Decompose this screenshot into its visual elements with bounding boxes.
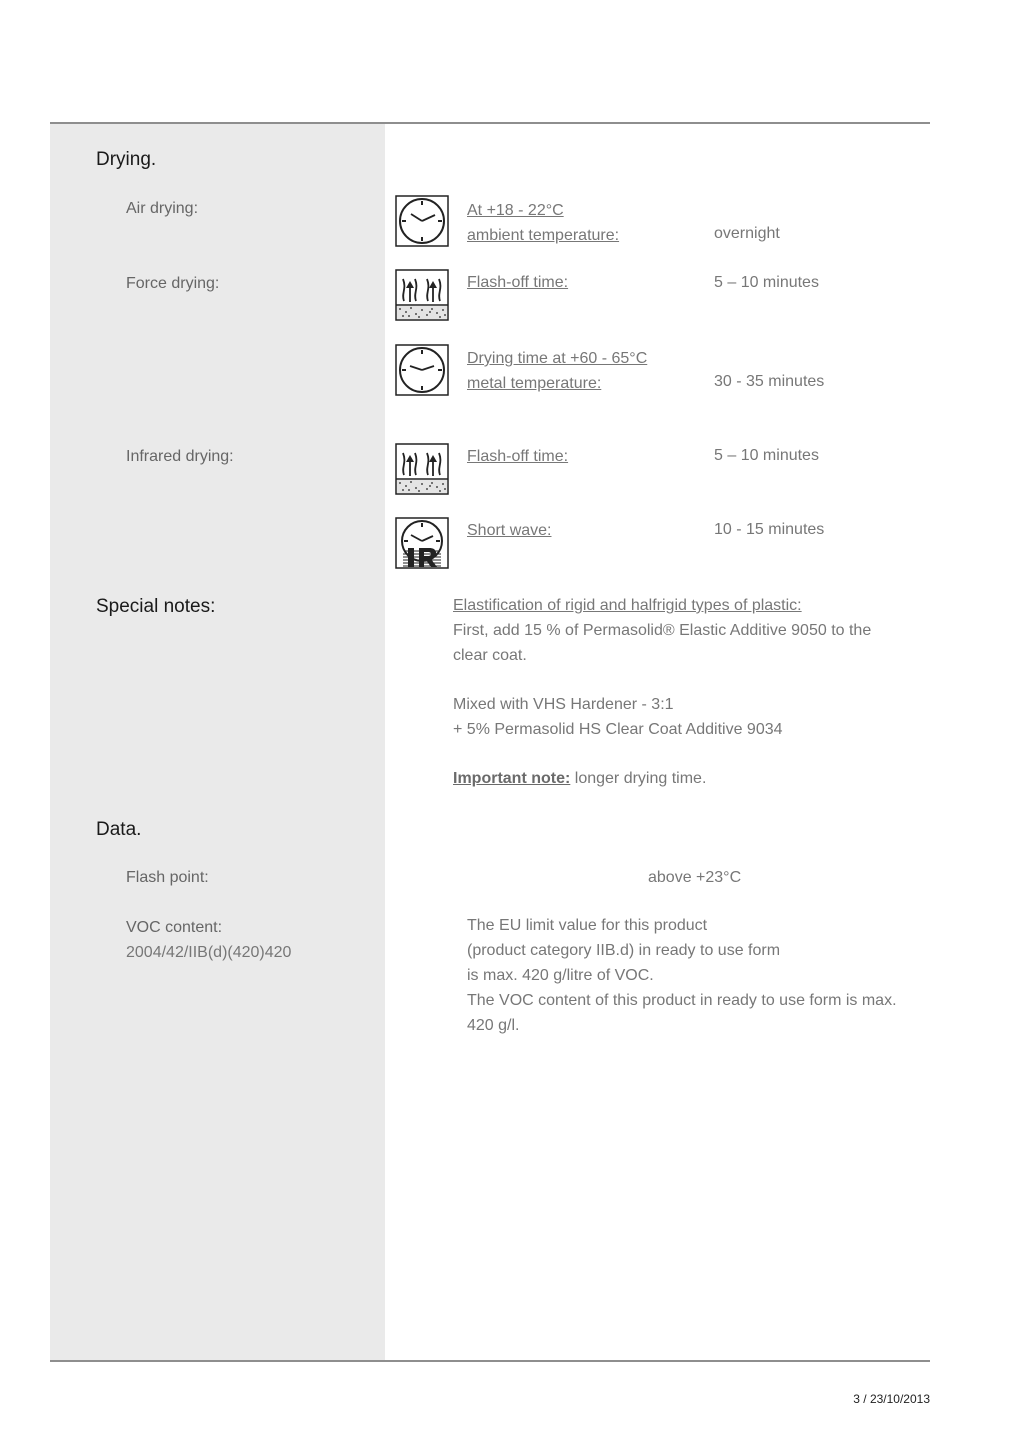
force-flash-off-value: 5 – 10 minutes — [714, 274, 819, 291]
bottom-rule — [50, 1360, 930, 1362]
voc-content-label: VOC content: — [126, 919, 223, 936]
force-drying-time-value: 30 - 35 minutes — [714, 373, 825, 390]
voc-line3: is max. 420 g/litre of VOC. — [467, 967, 654, 984]
infrared-clock-icon — [395, 517, 449, 569]
special-notes-line2: First, add 15 % of Permasolid® Elastic Additive 9050 to the — [453, 622, 872, 639]
clock-icon — [395, 344, 449, 396]
infrared-flash-off-label: Flash-off time: — [467, 448, 569, 465]
flash-point-value: above +23°C — [648, 869, 742, 886]
force-drying-label: Force drying: — [126, 275, 220, 292]
flash-off-heat-icon — [395, 269, 449, 321]
infrared-drying-label: Infrared drying: — [126, 448, 234, 465]
force-flash-off-label: Flash-off time: — [467, 274, 569, 291]
special-notes-body — [453, 593, 871, 791]
short-wave-label: Short wave: — [467, 522, 552, 539]
short-wave-value: 10 - 15 minutes — [714, 521, 825, 538]
important-note-label: Important note: — [453, 770, 571, 787]
voc-line4: The VOC content of this product in ready to use form is max. — [467, 992, 897, 1009]
special-notes-heading: Special notes: — [96, 596, 216, 617]
air-drying-line1: At +18 - 22°C — [467, 202, 564, 219]
special-notes-line4: Mixed with VHS Hardener - 3:1 — [453, 696, 674, 713]
flash-point-label: Flash point: — [126, 869, 209, 886]
special-notes-line5: + 5% Permasolid HS Clear Coat Additive 9034 — [453, 721, 783, 738]
sidebar-background — [50, 123, 385, 1361]
voc-line5: 420 g/l. — [467, 1017, 520, 1034]
special-notes-line1: Elastification of rigid and halfrigid types of plastic: — [453, 597, 802, 614]
data-heading: Data. — [96, 819, 142, 840]
special-notes-line3: clear coat. — [453, 647, 527, 664]
flash-off-heat-icon — [395, 443, 449, 495]
force-drying-time-line1: Drying time at +60 - 65°C — [467, 350, 648, 367]
important-note-text: longer drying time. — [570, 770, 707, 787]
air-drying-line2: ambient temperature: — [467, 227, 620, 244]
voc-line2: (product category IIB.d) in ready to use form — [467, 942, 781, 959]
air-drying-value: overnight — [714, 225, 780, 242]
important-note — [453, 766, 871, 791]
clock-icon — [395, 195, 449, 247]
top-rule — [50, 122, 930, 124]
drying-heading: Drying. — [96, 149, 157, 170]
infrared-flash-off-value: 5 – 10 minutes — [714, 447, 819, 464]
voc-code: 2004/42/IIB(d)(420)420 — [126, 944, 292, 961]
voc-description — [467, 913, 897, 1038]
force-drying-time-line2: metal temperature: — [467, 375, 602, 392]
page-number-date: 3 / 23/10/2013 — [853, 1392, 930, 1406]
air-drying-label: Air drying: — [126, 200, 199, 217]
voc-line1: The EU limit value for this product — [467, 917, 708, 934]
